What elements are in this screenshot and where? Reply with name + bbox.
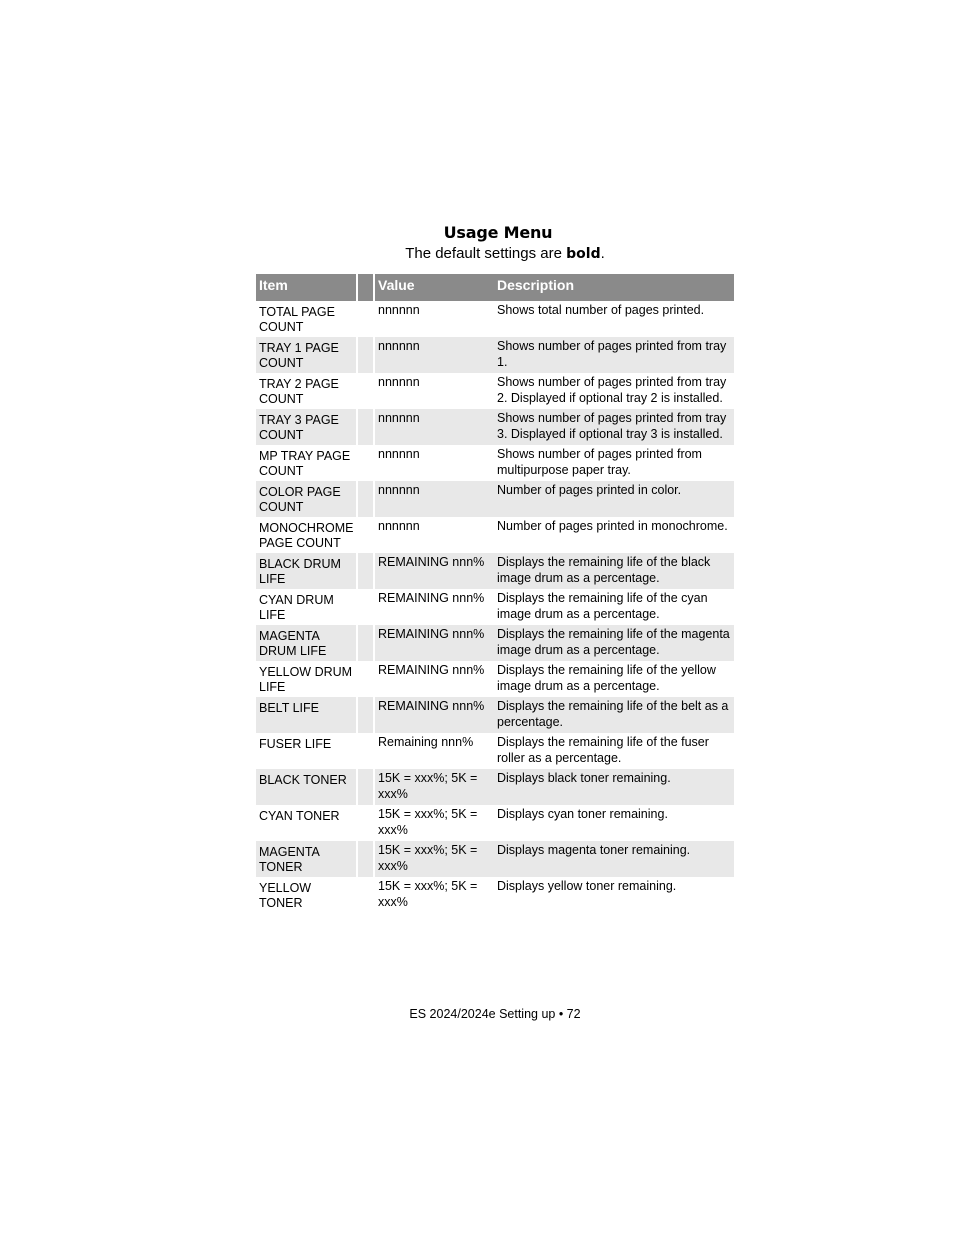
description-cell: Displays the remaining life of the magenta image drum as a percentage.	[494, 625, 734, 661]
spacer-cell	[357, 841, 374, 877]
description-cell: Shows total number of pages printed.	[494, 301, 734, 337]
table-row	[256, 841, 734, 877]
spacer-cell	[357, 337, 374, 373]
description-cell: Number of pages printed in monochrome.	[494, 517, 734, 553]
value-cell: 15K = xxx%; 5K = xxx%	[374, 841, 494, 877]
value-cell: REMAINING nnn%	[374, 625, 494, 661]
value-cell: nnnnnn	[374, 517, 494, 553]
table-row	[256, 589, 734, 625]
description-cell: Number of pages printed in color.	[494, 481, 734, 517]
item-cell: FUSER LIFE	[256, 733, 357, 769]
column-header-spacer	[357, 274, 374, 301]
spacer-cell	[357, 805, 374, 841]
value-cell: nnnnnn	[374, 301, 494, 337]
item-cell: YELLOW TONER	[256, 877, 357, 913]
item-cell: CYAN TONER	[256, 805, 357, 841]
spacer-cell	[357, 373, 374, 409]
value-cell: nnnnnn	[374, 337, 494, 373]
table-row	[256, 733, 734, 769]
description-cell: Shows number of pages printed from multipurpose paper tray.	[494, 445, 734, 481]
spacer-cell	[357, 553, 374, 589]
description-cell: Displays the remaining life of the belt as a percentage.	[494, 697, 734, 733]
spacer-cell	[357, 733, 374, 769]
spacer-cell	[357, 661, 374, 697]
table-body	[256, 301, 734, 913]
table-row	[256, 769, 734, 805]
value-cell: nnnnnn	[374, 481, 494, 517]
item-cell: MAGENTA DRUM LIFE	[256, 625, 357, 661]
item-cell: MONOCHROME PAGE COUNT	[256, 517, 357, 553]
table-row	[256, 517, 734, 553]
table-row	[256, 301, 734, 337]
spacer-cell	[357, 517, 374, 553]
description-cell: Displays the remaining life of the fuser roller as a percentage.	[494, 733, 734, 769]
value-cell: 15K = xxx%; 5K = xxx%	[374, 877, 494, 913]
item-cell: TOTAL PAGE COUNT	[256, 301, 357, 337]
item-cell: BLACK DRUM LIFE	[256, 553, 357, 589]
item-cell: MP TRAY PAGE COUNT	[256, 445, 357, 481]
value-cell: REMAINING nnn%	[374, 697, 494, 733]
description-cell: Displays the remaining life of the cyan image drum as a percentage.	[494, 589, 734, 625]
table-header-row	[256, 274, 734, 301]
defaults-note-bold: bold	[566, 246, 601, 262]
page-footer: ES 2024/2024e Setting up • 72	[409, 1007, 581, 1021]
table-row	[256, 445, 734, 481]
spacer-cell	[357, 301, 374, 337]
description-cell: Displays cyan toner remaining.	[494, 805, 734, 841]
item-cell: MAGENTA TONER	[256, 841, 357, 877]
defaults-note	[0, 245, 954, 262]
value-cell: Remaining nnn%	[374, 733, 494, 769]
description-cell: Displays the remaining life of the black image drum as a percentage.	[494, 553, 734, 589]
column-header-value: Value	[374, 274, 494, 301]
column-header-description: Description	[494, 274, 734, 301]
table-row	[256, 805, 734, 841]
table-row	[256, 697, 734, 733]
table-row	[256, 877, 734, 913]
value-cell: nnnnnn	[374, 445, 494, 481]
value-cell: REMAINING nnn%	[374, 553, 494, 589]
table-row	[256, 409, 734, 445]
value-cell: 15K = xxx%; 5K = xxx%	[374, 769, 494, 805]
page-heading: Usage Menu	[443, 223, 553, 242]
description-cell: Shows number of pages printed from tray 2. Displayed if optional tray 2 is installed.	[494, 373, 734, 409]
item-cell: BLACK TONER	[256, 769, 357, 805]
item-cell: YELLOW DRUM LIFE	[256, 661, 357, 697]
spacer-cell	[357, 625, 374, 661]
description-cell: Displays yellow toner remaining.	[494, 877, 734, 913]
column-header-item: Item	[256, 274, 357, 301]
spacer-cell	[357, 589, 374, 625]
value-cell: nnnnnn	[374, 409, 494, 445]
table-row	[256, 661, 734, 697]
item-cell: CYAN DRUM LIFE	[256, 589, 357, 625]
item-cell: BELT LIFE	[256, 697, 357, 733]
spacer-cell	[357, 769, 374, 805]
description-cell: Shows number of pages printed from tray 3. Displayed if optional tray 3 is installed.	[494, 409, 734, 445]
description-cell: Displays black toner remaining.	[494, 769, 734, 805]
defaults-note-prefix: The default settings are	[405, 245, 567, 262]
table-row	[256, 373, 734, 409]
item-cell: TRAY 2 PAGE COUNT	[256, 373, 357, 409]
value-cell: REMAINING nnn%	[374, 661, 494, 697]
spacer-cell	[357, 877, 374, 913]
item-cell: TRAY 1 PAGE COUNT	[256, 337, 357, 373]
spacer-cell	[357, 481, 374, 517]
spacer-cell	[357, 409, 374, 445]
spacer-cell	[357, 697, 374, 733]
item-cell: TRAY 3 PAGE COUNT	[256, 409, 357, 445]
spacer-cell	[357, 445, 374, 481]
description-cell: Shows number of pages printed from tray 1.	[494, 337, 734, 373]
usage-menu-table	[256, 274, 735, 913]
table-row	[256, 337, 734, 373]
defaults-note-suffix: .	[600, 245, 605, 262]
table-row	[256, 481, 734, 517]
description-cell: Displays the remaining life of the yellow image drum as a percentage.	[494, 661, 734, 697]
value-cell: nnnnnn	[374, 373, 494, 409]
item-cell: COLOR PAGE COUNT	[256, 481, 357, 517]
value-cell: 15K = xxx%; 5K = xxx%	[374, 805, 494, 841]
description-cell: Displays magenta toner remaining.	[494, 841, 734, 877]
value-cell: REMAINING nnn%	[374, 589, 494, 625]
table-row	[256, 625, 734, 661]
table-row	[256, 553, 734, 589]
